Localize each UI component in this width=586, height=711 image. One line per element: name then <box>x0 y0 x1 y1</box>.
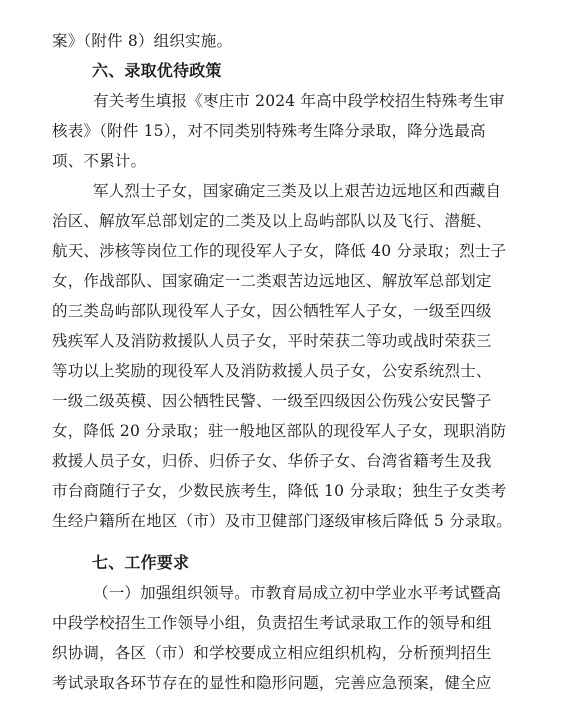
text-line: 女，降低 20 分录取；驻一般地区部队的现役军人子女，现职消防 <box>52 422 507 440</box>
section-heading: 七、工作要求 <box>92 553 190 572</box>
section-heading: 六、录取优待政策 <box>92 61 222 80</box>
text-line: 项、不累计。 <box>52 152 147 170</box>
text-line: 治区、解放军总部划定的二类及以上岛屿部队以及飞行、潜艇、 <box>52 212 492 230</box>
text-line: 中段学校招生工作领导小组，负责招生考试录取工作的领导和组 <box>52 614 492 632</box>
text-line: 等功以上奖励的现役军人及消防救援人员子女，公安系统烈士、 <box>52 362 492 380</box>
text-line: 残疾军人及消防救援队人员子女，平时荣获二等功或战时荣获三 <box>52 332 492 350</box>
text-line: 市台商随行子女，少数民族考生，降低 10 分录取；独生子女类考 <box>52 482 507 500</box>
text-line: 有关考生填报《枣庄市 2024 年高中段学校招生特殊考生审 <box>93 92 505 110</box>
text-line: 核表》（附件 15），对不同类别特殊考生降分录取，降分选最高 <box>52 122 486 140</box>
text-line: 军人烈士子女，国家确定三类及以上艰苦边远地区和西藏自 <box>93 182 502 200</box>
text-line: 考试录取各环节存在的显性和隐形问题，完善应急预案，健全应 <box>52 674 492 692</box>
text-line: 案》（附件 8）组织实施。 <box>52 32 233 50</box>
text-line: 航天、涉核等岗位工作的现役军人子女，降低 40 分录取；烈士子 <box>52 242 507 260</box>
text-line: 一级二级英模、因公牺牲民警、一级至四级因公伤残公安民警子 <box>52 392 492 410</box>
text-line: 的三类岛屿部队现役军人子女，因公牺牲军人子女，一级至四级 <box>52 302 492 320</box>
text-line: 女，作战部队、国家确定一二类艰苦边远地区、解放军总部划定 <box>52 272 492 290</box>
text-line: 织协调，各区（市）和学校要成立相应组织机构，分析预判招生 <box>52 644 492 662</box>
text-line: （一）加强组织领导。市教育局成立初中学业水平考试暨高 <box>93 584 502 602</box>
text-line: 生经户籍所在地区（市）及市卫健部门逐级审核后降低 5 分录取。 <box>52 512 512 530</box>
text-line: 救援人员子女，归侨、归侨子女、华侨子女、台湾省籍考生及我 <box>52 452 492 470</box>
